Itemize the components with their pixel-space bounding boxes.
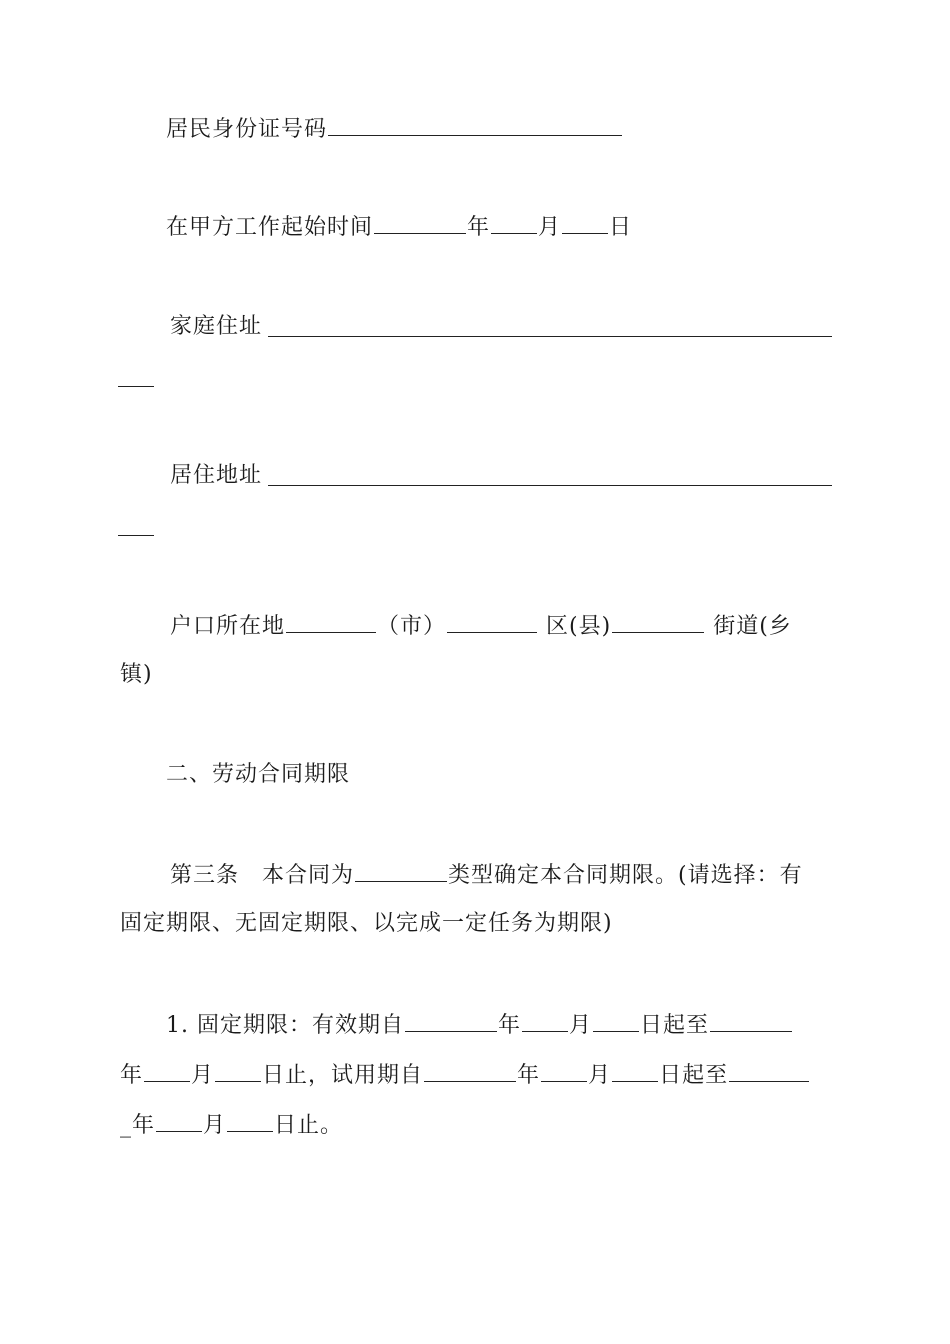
section2-heading-text: 二、劳动合同期限 bbox=[166, 762, 351, 787]
id-number-label: 居民身份证号码 bbox=[166, 117, 328, 142]
district-field[interactable] bbox=[612, 610, 704, 633]
month-text-4: 月 bbox=[588, 1063, 612, 1088]
trial-text: 日止，试用期自 bbox=[262, 1063, 424, 1088]
article3-prefix: 第三条 本合同为 bbox=[170, 863, 355, 888]
id-number-line bbox=[166, 113, 623, 145]
trial-from-year-field[interactable] bbox=[424, 1059, 516, 1082]
article3-suffix: 类型确定本合同期限。(请选择：有 bbox=[448, 863, 803, 888]
trial-to-day-field[interactable] bbox=[227, 1109, 273, 1132]
home-address-label: 家庭住址 bbox=[170, 314, 263, 339]
day-from-to-text: 日起至 bbox=[640, 1013, 710, 1038]
item1-line-1 bbox=[166, 1009, 793, 1041]
item1-line-3 bbox=[120, 1109, 343, 1141]
month-text-5: 月 bbox=[203, 1113, 227, 1138]
article3-line2-text: 固定期限、无固定期限、以完成一定任务为期限) bbox=[120, 911, 613, 936]
trial-from-day-field[interactable] bbox=[612, 1059, 658, 1082]
district-text: 区(县) bbox=[546, 614, 612, 639]
month-text: 月 bbox=[538, 215, 562, 240]
residence-address-label: 居住地址 bbox=[170, 463, 263, 488]
valid-to-year-field[interactable] bbox=[710, 1009, 792, 1032]
id-number-field[interactable] bbox=[328, 113, 622, 136]
item1-prefix: 1. 固定期限：有效期自 bbox=[166, 1013, 404, 1038]
year-text-5: _年 bbox=[120, 1113, 156, 1138]
item1-line-2 bbox=[120, 1059, 810, 1091]
hukou-field[interactable] bbox=[286, 610, 376, 633]
home-address-field-continued[interactable] bbox=[118, 386, 154, 387]
hukou-line bbox=[170, 610, 792, 642]
residence-address-field-continued[interactable] bbox=[118, 535, 154, 536]
home-address-field[interactable] bbox=[268, 336, 832, 337]
trial-to-year-field[interactable] bbox=[729, 1059, 809, 1082]
year-text-2: 年 bbox=[497, 1013, 521, 1038]
section2-heading bbox=[166, 760, 350, 790]
trial-from-month-field[interactable] bbox=[541, 1059, 587, 1082]
month-text-3: 月 bbox=[191, 1063, 215, 1088]
city-text: （市） bbox=[377, 614, 447, 639]
valid-from-month-field[interactable] bbox=[522, 1009, 568, 1032]
work-start-year-field[interactable] bbox=[374, 211, 466, 234]
work-start-line bbox=[166, 211, 632, 243]
valid-from-year-field[interactable] bbox=[405, 1009, 497, 1032]
trial-to-month-field[interactable] bbox=[156, 1109, 202, 1132]
street-text: 街道(乡 bbox=[713, 614, 792, 639]
month-text-2: 月 bbox=[569, 1013, 593, 1038]
town-text: 镇) bbox=[120, 662, 153, 687]
article3-line-1 bbox=[170, 859, 803, 891]
work-start-label: 在甲方工作起始时间 bbox=[166, 215, 374, 240]
year-text: 年 bbox=[467, 215, 491, 240]
hukou-line-2 bbox=[120, 660, 153, 690]
residence-address-line bbox=[170, 461, 262, 491]
contract-type-field[interactable] bbox=[355, 859, 447, 882]
year-text-3: 年 bbox=[120, 1063, 144, 1088]
valid-to-month-field[interactable] bbox=[144, 1059, 190, 1082]
work-start-day-field[interactable] bbox=[562, 211, 608, 234]
home-address-line bbox=[170, 312, 262, 342]
valid-from-day-field[interactable] bbox=[593, 1009, 639, 1032]
end-text: 日止。 bbox=[274, 1113, 344, 1138]
residence-address-field[interactable] bbox=[268, 485, 832, 486]
from-to-text: 日起至 bbox=[659, 1063, 729, 1088]
day-text: 日 bbox=[609, 215, 633, 240]
valid-to-day-field[interactable] bbox=[215, 1059, 261, 1082]
article3-line-2 bbox=[120, 909, 613, 939]
year-text-4: 年 bbox=[517, 1063, 541, 1088]
hukou-label: 户口所在地 bbox=[170, 614, 286, 639]
work-start-month-field[interactable] bbox=[491, 211, 537, 234]
city-field[interactable] bbox=[447, 610, 537, 633]
